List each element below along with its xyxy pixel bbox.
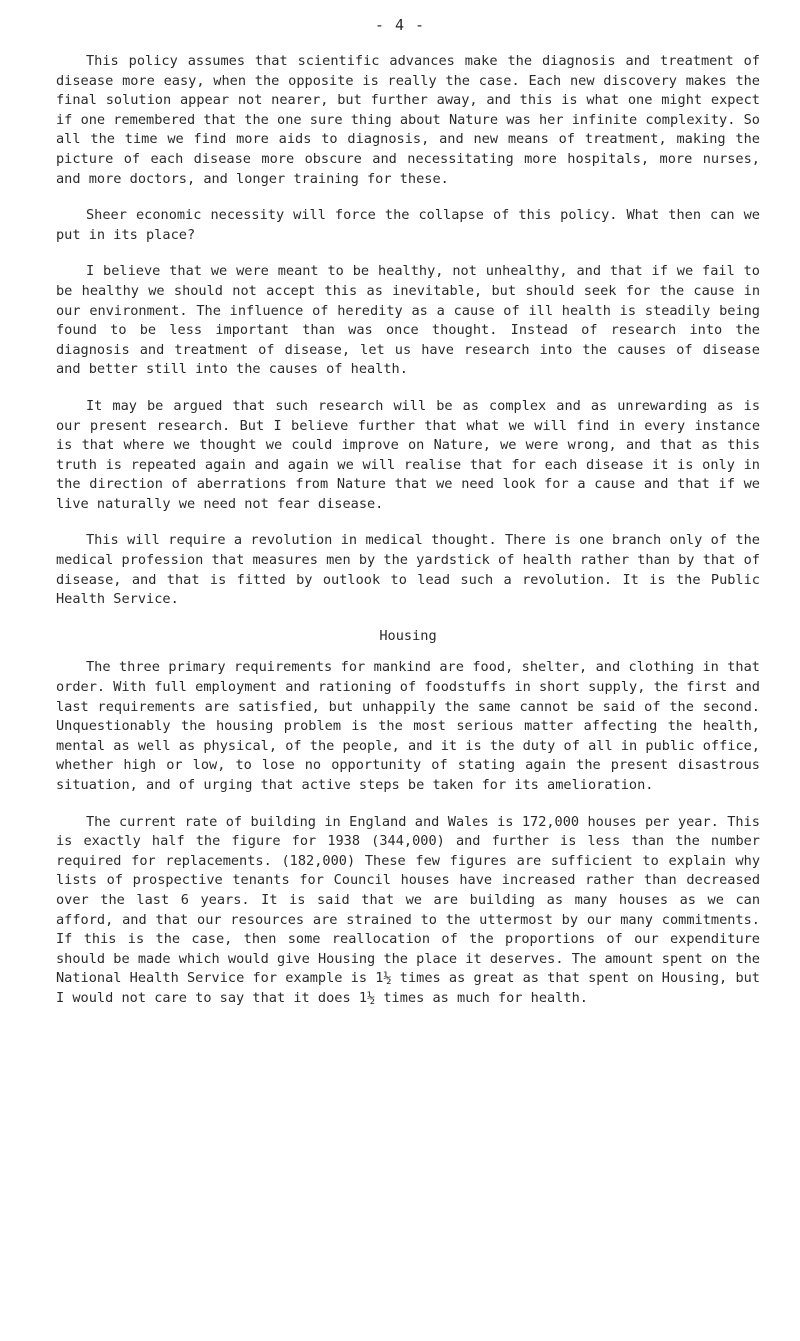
- paragraph-scientific-advances: This policy assumes that scientific advances make the diagnosis and treatment of disease more easy, when the opposite is really the case. Each new discovery makes the final solution appear not nearer, but further away, and this is what one might expect if one remembered that the one sure thing about Nature was her infinite complexity. So all the time we find more aids to diagnosis, and new means of treatment, making the picture of each disease more obscure and necessitating more hospitals, more nurses, and more doctors, and longer training for these.: [56, 53, 760, 187]
- paragraph-revolution-in-medical-thought: This will require a revolution in medical thought. There is one branch only of the medical profession that measures men by the yardstick of health rather than by that of disease, and that is fitted by outlook to lead such a revolution. It is the Public Health Service.: [56, 532, 760, 608]
- paragraph-housing-building-rate: The current rate of building in England and Wales is 172,000 houses per year. This is exactly half the figure for 1938 (344,000) and further is less than the number required for replacements. (182,000) These few figures are sufficient to explain why lists of prospective tenants for Council houses have increased rather than decreased over the last 6 years. It is said that we are building as many houses as we can afford, and that our resources are strained to the uttermost by our many commitments. If this is the case, then some reallocation of the proportions of our expenditure should be made which would give Housing the place it deserves. The amount spent on the National Health Service for example is 1½ times as great as that spent on Housing, but I would not care to say that it does 1½ times as much for health.: [56, 813, 760, 1006]
- page-body: [56, 52, 760, 1026]
- paragraph-meant-to-be-healthy: I believe that we were meant to be healthy, not unhealthy, and that if we fail to be healthy we should not accept this as inevitable, but should seek for the cause in our environment. The influence of heredity as a cause of ill health is steadily being found to be less important than was once thought. Instead of research into the diagnosis and treatment of disease, let us have research into the causes of disease and better still into the causes of health.: [56, 263, 760, 378]
- paragraph-research-argument: It may be argued that such research will be as complex and as unrewarding as is our present research. But I believe further that what we will find in every instance is that where we thought we could improve on Nature, we were wrong, and that as this truth is repeated again and again we will realise that for each disease it is only in the direction of aberrations from Nature that we need look for a cause and that if we live naturally we need not fear disease.: [56, 397, 760, 512]
- paragraph-housing-requirements: The three primary requirements for mankind are food, shelter, and clothing in that order. With full employment and rationing of foodstuffs in short supply, the first and last requirements are satisfied, but unhappily the same cannot be said of the second. Unquestionably the housing problem is the most serious matter affecting the health, mental as well as physical, of the people, and it is the duty of all in public office, whether high or low, to lose no opportunity of stating again the present disastrous situation, and of urging that active steps be taken for its amelioration.: [56, 659, 760, 793]
- paragraph-economic-necessity: Sheer economic necessity will force the collapse of this policy. What then can we put in its place?: [56, 207, 760, 243]
- section-heading-housing: Housing: [379, 627, 437, 644]
- page-number: - 4 -: [374, 16, 426, 34]
